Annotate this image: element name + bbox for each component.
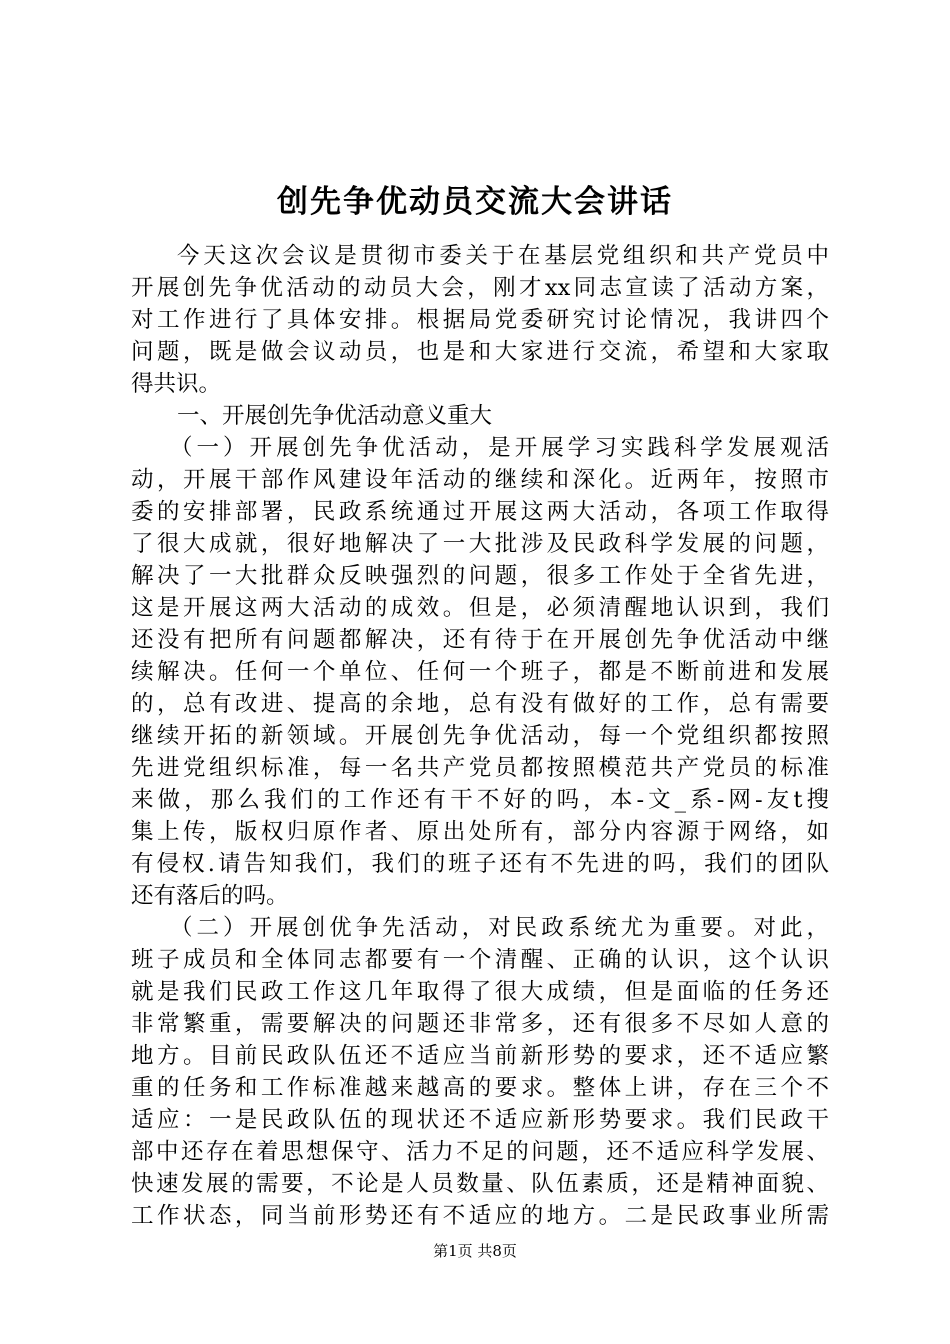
body-line: 继续开拓的新领域。开展创先争优活动，每一个党组织都按照 xyxy=(131,723,829,749)
body-line: 今天这次会议是贯彻市委关于在基层党组织和共产党员中 xyxy=(177,243,829,269)
body-line: 解决了一大批群众反映强烈的问题，很多工作处于全省先进， xyxy=(131,563,829,589)
body-line: 集上传，版权归原作者、原出处所有，部分内容源于网络，如 xyxy=(131,819,829,845)
body-line: 这是开展这两大活动的成效。但是，必须清醒地认识到，我们 xyxy=(131,595,829,621)
body-line: 地方。目前民政队伍还不适应当前新形势的要求，还不适应繁 xyxy=(131,1043,829,1069)
body-line: 部中还存在着思想保守、活力不足的问题，还不适应科学发展、 xyxy=(131,1139,829,1165)
document-title: 创先争优动员交流大会讲话 xyxy=(277,184,673,220)
body-line: 先进党组织标准，每一名共产党员都按照模范共产党员的标准 xyxy=(131,755,829,781)
body-line: 还有落后的吗。 xyxy=(131,883,289,909)
document-body xyxy=(131,240,829,1232)
body-line: 非常繁重，需要解决的问题还非常多，还有很多不尽如人意的 xyxy=(131,1011,829,1037)
body-line: （一）开展创先争优活动，是开展学习实践科学发展观活 xyxy=(170,435,829,461)
body-line: （二）开展创优争先活动，对民政系统尤为重要。对此， xyxy=(170,915,829,941)
body-line: 来做，那么我们的工作还有干不好的吗，本-文_系-网-友t搜 xyxy=(131,787,829,813)
body-line: 动，开展干部作风建设年活动的继续和深化。近两年，按照市 xyxy=(131,467,829,493)
body-line: 对工作进行了具体安排。根据局党委研究讨论情况，我讲四个 xyxy=(131,307,829,333)
body-line: 还没有把所有问题都解决，还有待于在开展创先争优活动中继 xyxy=(131,627,829,653)
body-line: 就是我们民政工作这几年取得了很大成绩，但是面临的任务还 xyxy=(131,979,829,1005)
body-line: 续解决。任何一个单位、任何一个班子，都是不断前进和发展 xyxy=(131,659,829,685)
body-line: 问题，既是做会议动员，也是和大家进行交流，希望和大家取 xyxy=(131,339,829,365)
body-line: 委的安排部署，民政系统通过开展这两大活动，各项工作取得 xyxy=(131,499,829,525)
body-line: 一、开展创先争优活动意义重大 xyxy=(177,403,493,429)
body-line: 得共识。 xyxy=(131,371,222,397)
body-line: 适应：一是民政队伍的现状还不适应新形势要求。我们民政干 xyxy=(131,1107,829,1133)
body-line: 班子成员和全体同志都要有一个清醒、正确的认识，这个认识 xyxy=(131,947,829,973)
body-line: 有侵权.请告知我们，我们的班子还有不先进的吗，我们的团队 xyxy=(131,851,829,877)
body-line: 工作状态，同当前形势还有不适应的地方。二是民政事业所需 xyxy=(131,1203,829,1229)
body-line: 重的任务和工作标准越来越高的要求。整体上讲，存在三个不 xyxy=(131,1075,829,1101)
body-line: 的，总有改进、提高的余地，总有没有做好的工作，总有需要 xyxy=(131,691,829,717)
page-footer: 第1页 共8页 xyxy=(433,1242,517,1260)
body-line: 快速发展的需要，不论是人员数量、队伍素质，还是精神面貌、 xyxy=(131,1171,829,1197)
body-line: 开展创先争优活动的动员大会，刚才xx同志宣读了活动方案， xyxy=(131,275,829,301)
body-line: 了很大成就，很好地解决了一大批涉及民政科学发展的问题， xyxy=(131,531,829,557)
